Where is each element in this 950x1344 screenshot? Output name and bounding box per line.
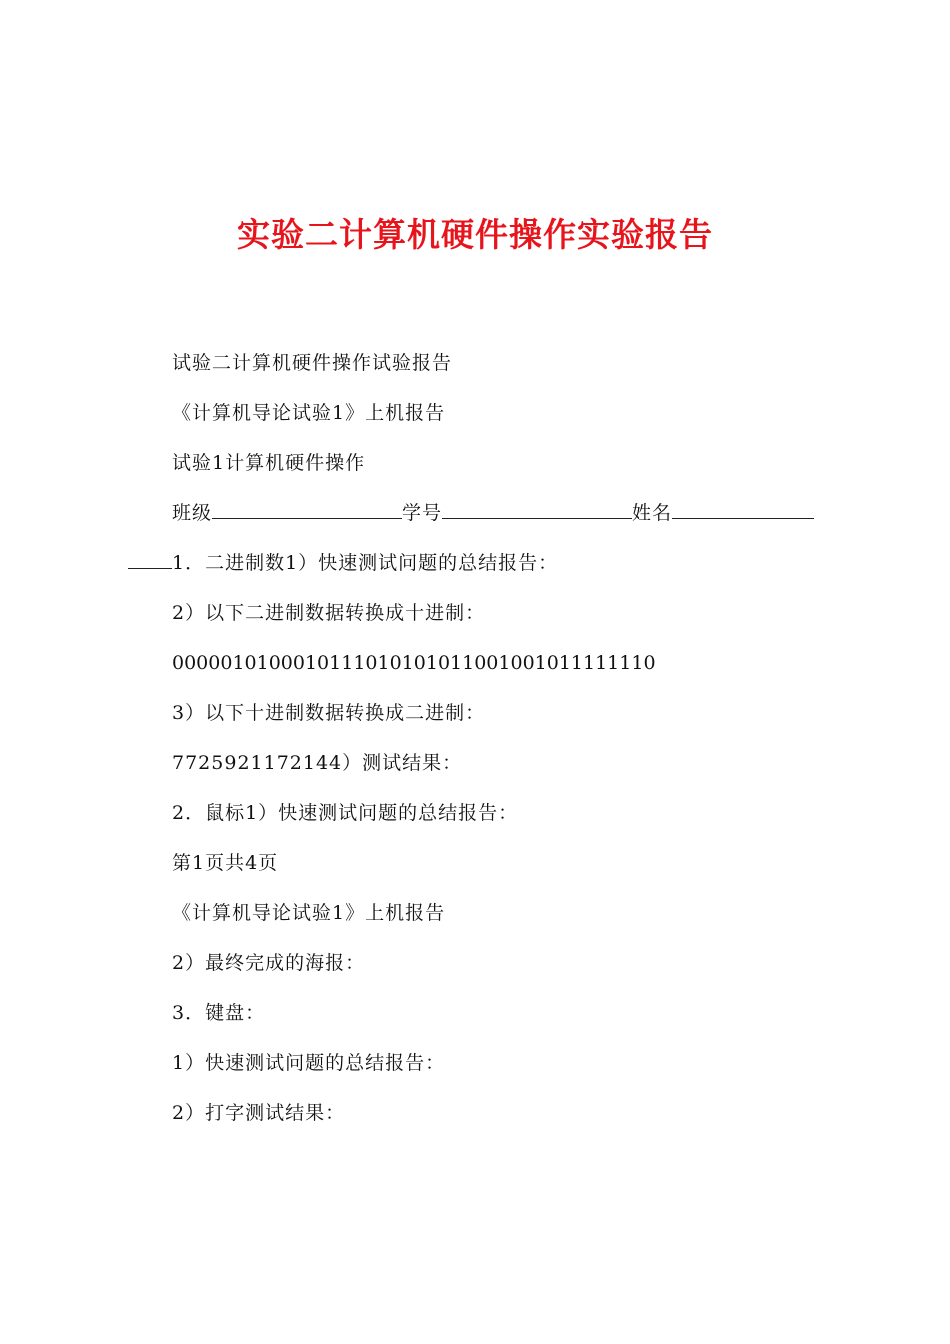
decimal-to-binary-heading: 3）以下十进制数据转换成二进制： (172, 702, 486, 724)
name-blank-continuation (128, 548, 172, 569)
student-id-blank (442, 498, 632, 519)
name-label: 姓名 (632, 502, 673, 524)
section1-line (128, 548, 558, 578)
binary-data: 0000010100010111010101011001001011111110 (172, 652, 656, 674)
page-title: 实验二计算机硬件操作实验报告 (237, 215, 713, 254)
class-blank (212, 498, 402, 519)
poster-line: 2）最终完成的海报： (172, 952, 366, 974)
section1-text: 1．二进制数1）快速测试问题的总结报告： (172, 552, 559, 574)
quick-test-summary-line: 1）快速测试问题的总结报告： (172, 1052, 446, 1074)
class-label: 班级 (172, 502, 213, 524)
typing-test-line: 2）打字测试结果： (172, 1102, 346, 1124)
report-subtitle: 试验二计算机硬件操作试验报告 (172, 352, 453, 374)
report-header-line: 《计算机导论试验1》上机报告 (172, 402, 446, 424)
student-id-label: 学号 (402, 502, 443, 524)
experiment-title: 试验1计算机硬件操作 (172, 452, 366, 474)
decimal-data-line: 7725921172144）测试结果： (172, 752, 463, 774)
page-number-line: 第1页共4页 (172, 852, 279, 874)
name-blank (672, 498, 814, 519)
mouse-section-line: 2．鼠标1）快速测试问题的总结报告： (172, 802, 519, 824)
keyboard-section-line: 3．键盘： (172, 1002, 266, 1024)
report-header-line-repeat: 《计算机导论试验1》上机报告 (172, 902, 446, 924)
student-info-row (172, 498, 814, 528)
binary-to-decimal-heading: 2）以下二进制数据转换成十进制： (172, 602, 486, 624)
